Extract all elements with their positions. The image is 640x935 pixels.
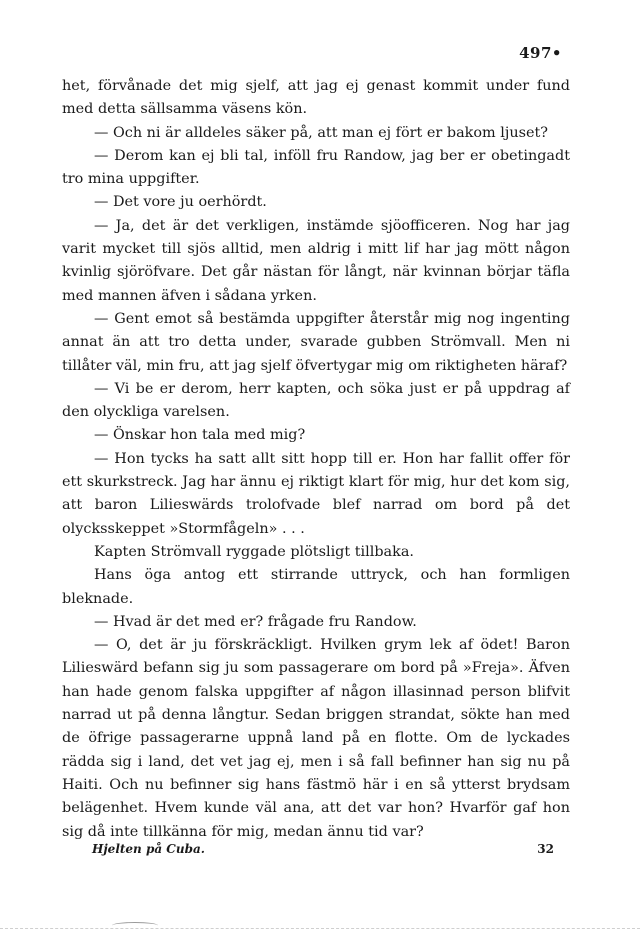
paragraph: — Ja, det är det verkligen, instämde sjöofficeren. Nog har jag varit mycket till sjös alltid, men aldrig i mitt lif har jag mött någon kvinlig sjöröfvare. Det går nästan för långt, när kvinnan börjar täfla med mannen äfven i sådana yrken. xyxy=(62,217,570,304)
paragraph: — Det vore ju oerhördt. xyxy=(94,194,267,211)
page-bottom-edge xyxy=(0,928,640,930)
footer-title: Hjelten på Cuba. xyxy=(92,842,205,856)
paragraph: — Hvad är det med er? frågade fru Randow. xyxy=(94,613,417,630)
paragraph: — Gent emot så bestämda uppgifter återstår mig nog ingenting annat än att tro detta under, svarade gubben Strömvall. Men ni tillåter väl, min fru, att jag sjelf öfvertygar mig om riktigheten häraf? xyxy=(62,310,570,374)
page-number: 497• xyxy=(519,44,562,62)
paragraph: — O, det är ju förskräckligt. Hvilken grym lek af ödet! Baron Lilieswärd befann sig ju som passagerare om bord på »Freja». Äfven han hade genom falska uppgifter af någon illasinnad person blifvit narrad ut på denna långtur. Sedan briggen strandat, sökte han med de öfrige passagerarne uppnå land på en flotte. Om de lyckades rädda sig i land, det vet jag ej, men i så fall befinner han sig nu på Haiti. Och nu befinner sig hans fästmö här i en så ytterst brydsam belägenhet. Hvem kunde väl ana, att det var hon? Hvarför gaf hon sig då inte tillkänna för mig, medan ännu tid var? xyxy=(62,637,570,840)
paragraph: — Önskar hon tala med mig? xyxy=(94,427,306,444)
paragraph: — Och ni är alldeles säker på, att man ej fört er bakom ljuset? xyxy=(94,124,548,141)
paragraph: Hans öga antog ett stirrande uttryck, och han formligen bleknade. xyxy=(62,567,570,607)
footer-signature: 32 xyxy=(537,842,554,856)
paragraph: — Hon tycks ha satt allt sitt hopp till er. Hon har fallit offer för ett skurkstreck. Jag har ännu ej riktigt klart för mig, hur det kom sig, att baron Lilieswärds trolofvade blef narrad om bord på det olycksskeppet »Stormfågeln» . . . xyxy=(62,450,570,537)
paragraph: Kapten Strömvall ryggade plötsligt tillbaka. xyxy=(94,543,414,560)
body-text xyxy=(62,75,570,844)
paragraph: — Vi be er derom, herr kapten, och söka just er på uppdrag af den olyckliga varelsen. xyxy=(62,380,570,421)
paragraph: het, förvånade det mig sjelf, att jag ej genast kommit under fund med detta sällsamma väsens kön. xyxy=(62,78,570,118)
paragraph: — Derom kan ej bli tal, inföll fru Randow, jag ber er obetingadt tro mina uppgifter. xyxy=(62,147,570,188)
